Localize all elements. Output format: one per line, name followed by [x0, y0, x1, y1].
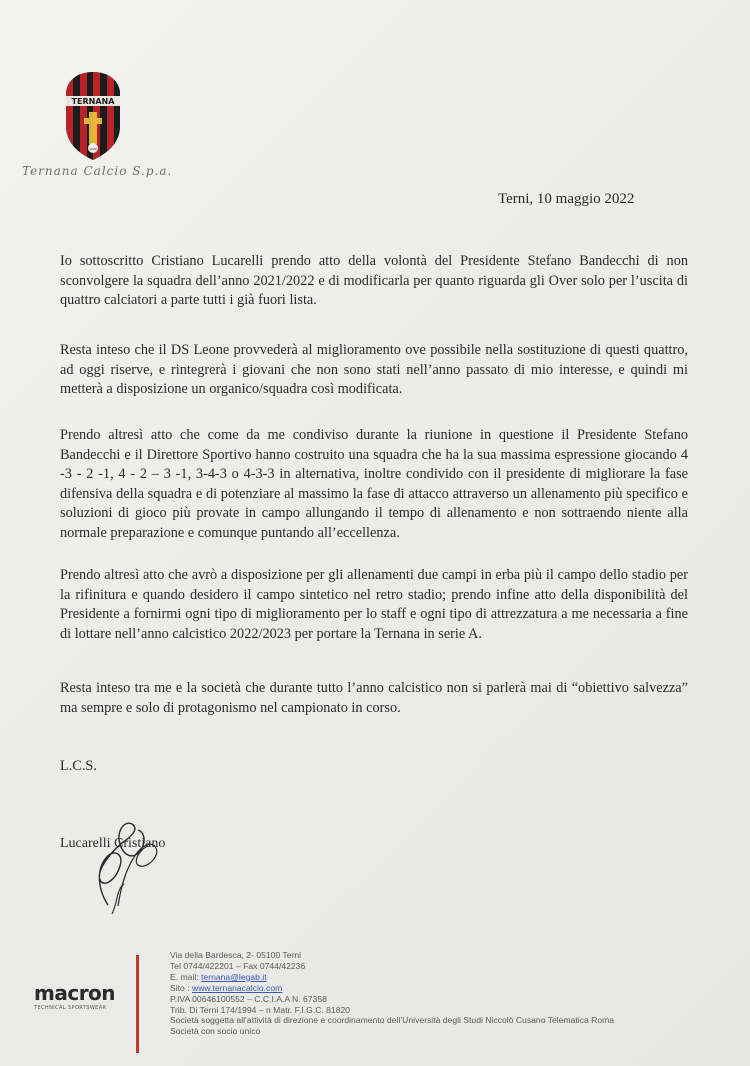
handwritten-signature [78, 810, 198, 920]
ternana-crest-logo [62, 70, 124, 162]
crest-year: 1925 [89, 147, 97, 151]
footer-email-line [170, 972, 614, 983]
macron-tagline: TECHNICAL SPORTSWEAR [34, 1005, 107, 1011]
paragraph-3: Prendo altresì atto che come da me condiviso durante la riunione in questione il Presidente Stefano Bandecchi e il Direttore Sportivo hanno costruito una squadra che ha la sua massima espressione giocando 4 -3 - 2 -1, 4 - 2 – 3 -1, 3-4-3 o 4-3-3 in alternativa, inoltre condivido con il presidente di migliorare la fase difensiva della squadra e di potenziare al massimo la fase di attacco attraverso un allenamento più specifico e soluzioni di gioco più provate in campo allungando il tempo di allenamento e non sottraendo niente alla normale preparazione e comunque puntando all’eccellenza. [60, 427, 688, 541]
closing-lcs: L.C.S. [60, 758, 97, 774]
footer-phone: Tel 0744/422201 – Fax 0744/42236 [170, 960, 306, 971]
footer-red-divider [136, 955, 139, 1053]
paragraph-4: Prendo altresì atto che avrò a disposizione per gli allenamenti due campi in erba più il campo dello stadio per la rifinitura e quando desidero il campo sintetico nel retro stadio; prendo infine atto della disponibilità del Presidente a fornirmi ogni tipo di miglioramento per lo staff e ogni tipo di attrezzatura a me necessaria a fine di lottare nell’anno calcistico 2022/2023 per portare la Ternana in serie A. [60, 567, 688, 642]
footer-site-line [170, 983, 614, 994]
crest-text: TERNANA [71, 97, 115, 106]
macron-wordmark: macron [34, 981, 116, 1005]
paragraph-5: Resta inteso tra me e la società che durante tutto l’anno calcistico non si parlerà mai di “obiettivo salvezza” ma sempre e solo di protagonismo nel campionato in corso. [60, 680, 688, 716]
footer-vat: P.IVA 00646100552 – C.C.I.A.A N. 67358 [170, 993, 327, 1004]
footer-address: Via della Bardesca, 2- 05100 Terni [170, 950, 302, 960]
paragraph-2: Resta inteso che il DS Leone provvederà al miglioramento ove possibile nella sostituzione di questi quattro, ad oggi riserve, e rintegrerà i giovani che non sono stati nell’anno passato di mio interesse, e quindi mi metterà a disposizione un organico/squadra così modificata. [60, 342, 688, 397]
footer-court: Trib. Di Terni 174/1994 – n Matr. F.I.G.C. 81820 [170, 1004, 351, 1015]
footer-site-label: Sito : [170, 982, 190, 993]
footer-sole-member: Società con socio unico [170, 1026, 261, 1037]
footer-direction: Società soggetta all’attività di direzione e coordinamento dell’Università degli Studi Niccolò Cusano Telematica Roma [170, 1015, 615, 1026]
letter-date: Terni, 10 maggio 2022 [498, 191, 635, 207]
footer-email-link[interactable]: ternana@legab.it [201, 971, 267, 982]
footer-site-link[interactable]: www.ternanacalcio.com [191, 982, 283, 993]
footer-email-label: E. mail: [170, 971, 199, 982]
company-name-script: Ternana Calcio S.p.a. [22, 164, 173, 178]
signature-name: Lucarelli Cristiano [60, 836, 166, 851]
macron-sponsor-logo [34, 983, 115, 1011]
paragraph-1: Io sottoscritto Cristiano Lucarelli prendo atto della volontà del Presidente Stefano Bandecchi di non sconvolgere la squadra dell’anno 2021/2022 e di modificarla per quanto riguarda gli Over solo per l’uscita di quattro calciatori a parte tutti i già fuori lista. [60, 253, 688, 308]
footer-contact-info [170, 950, 614, 1037]
